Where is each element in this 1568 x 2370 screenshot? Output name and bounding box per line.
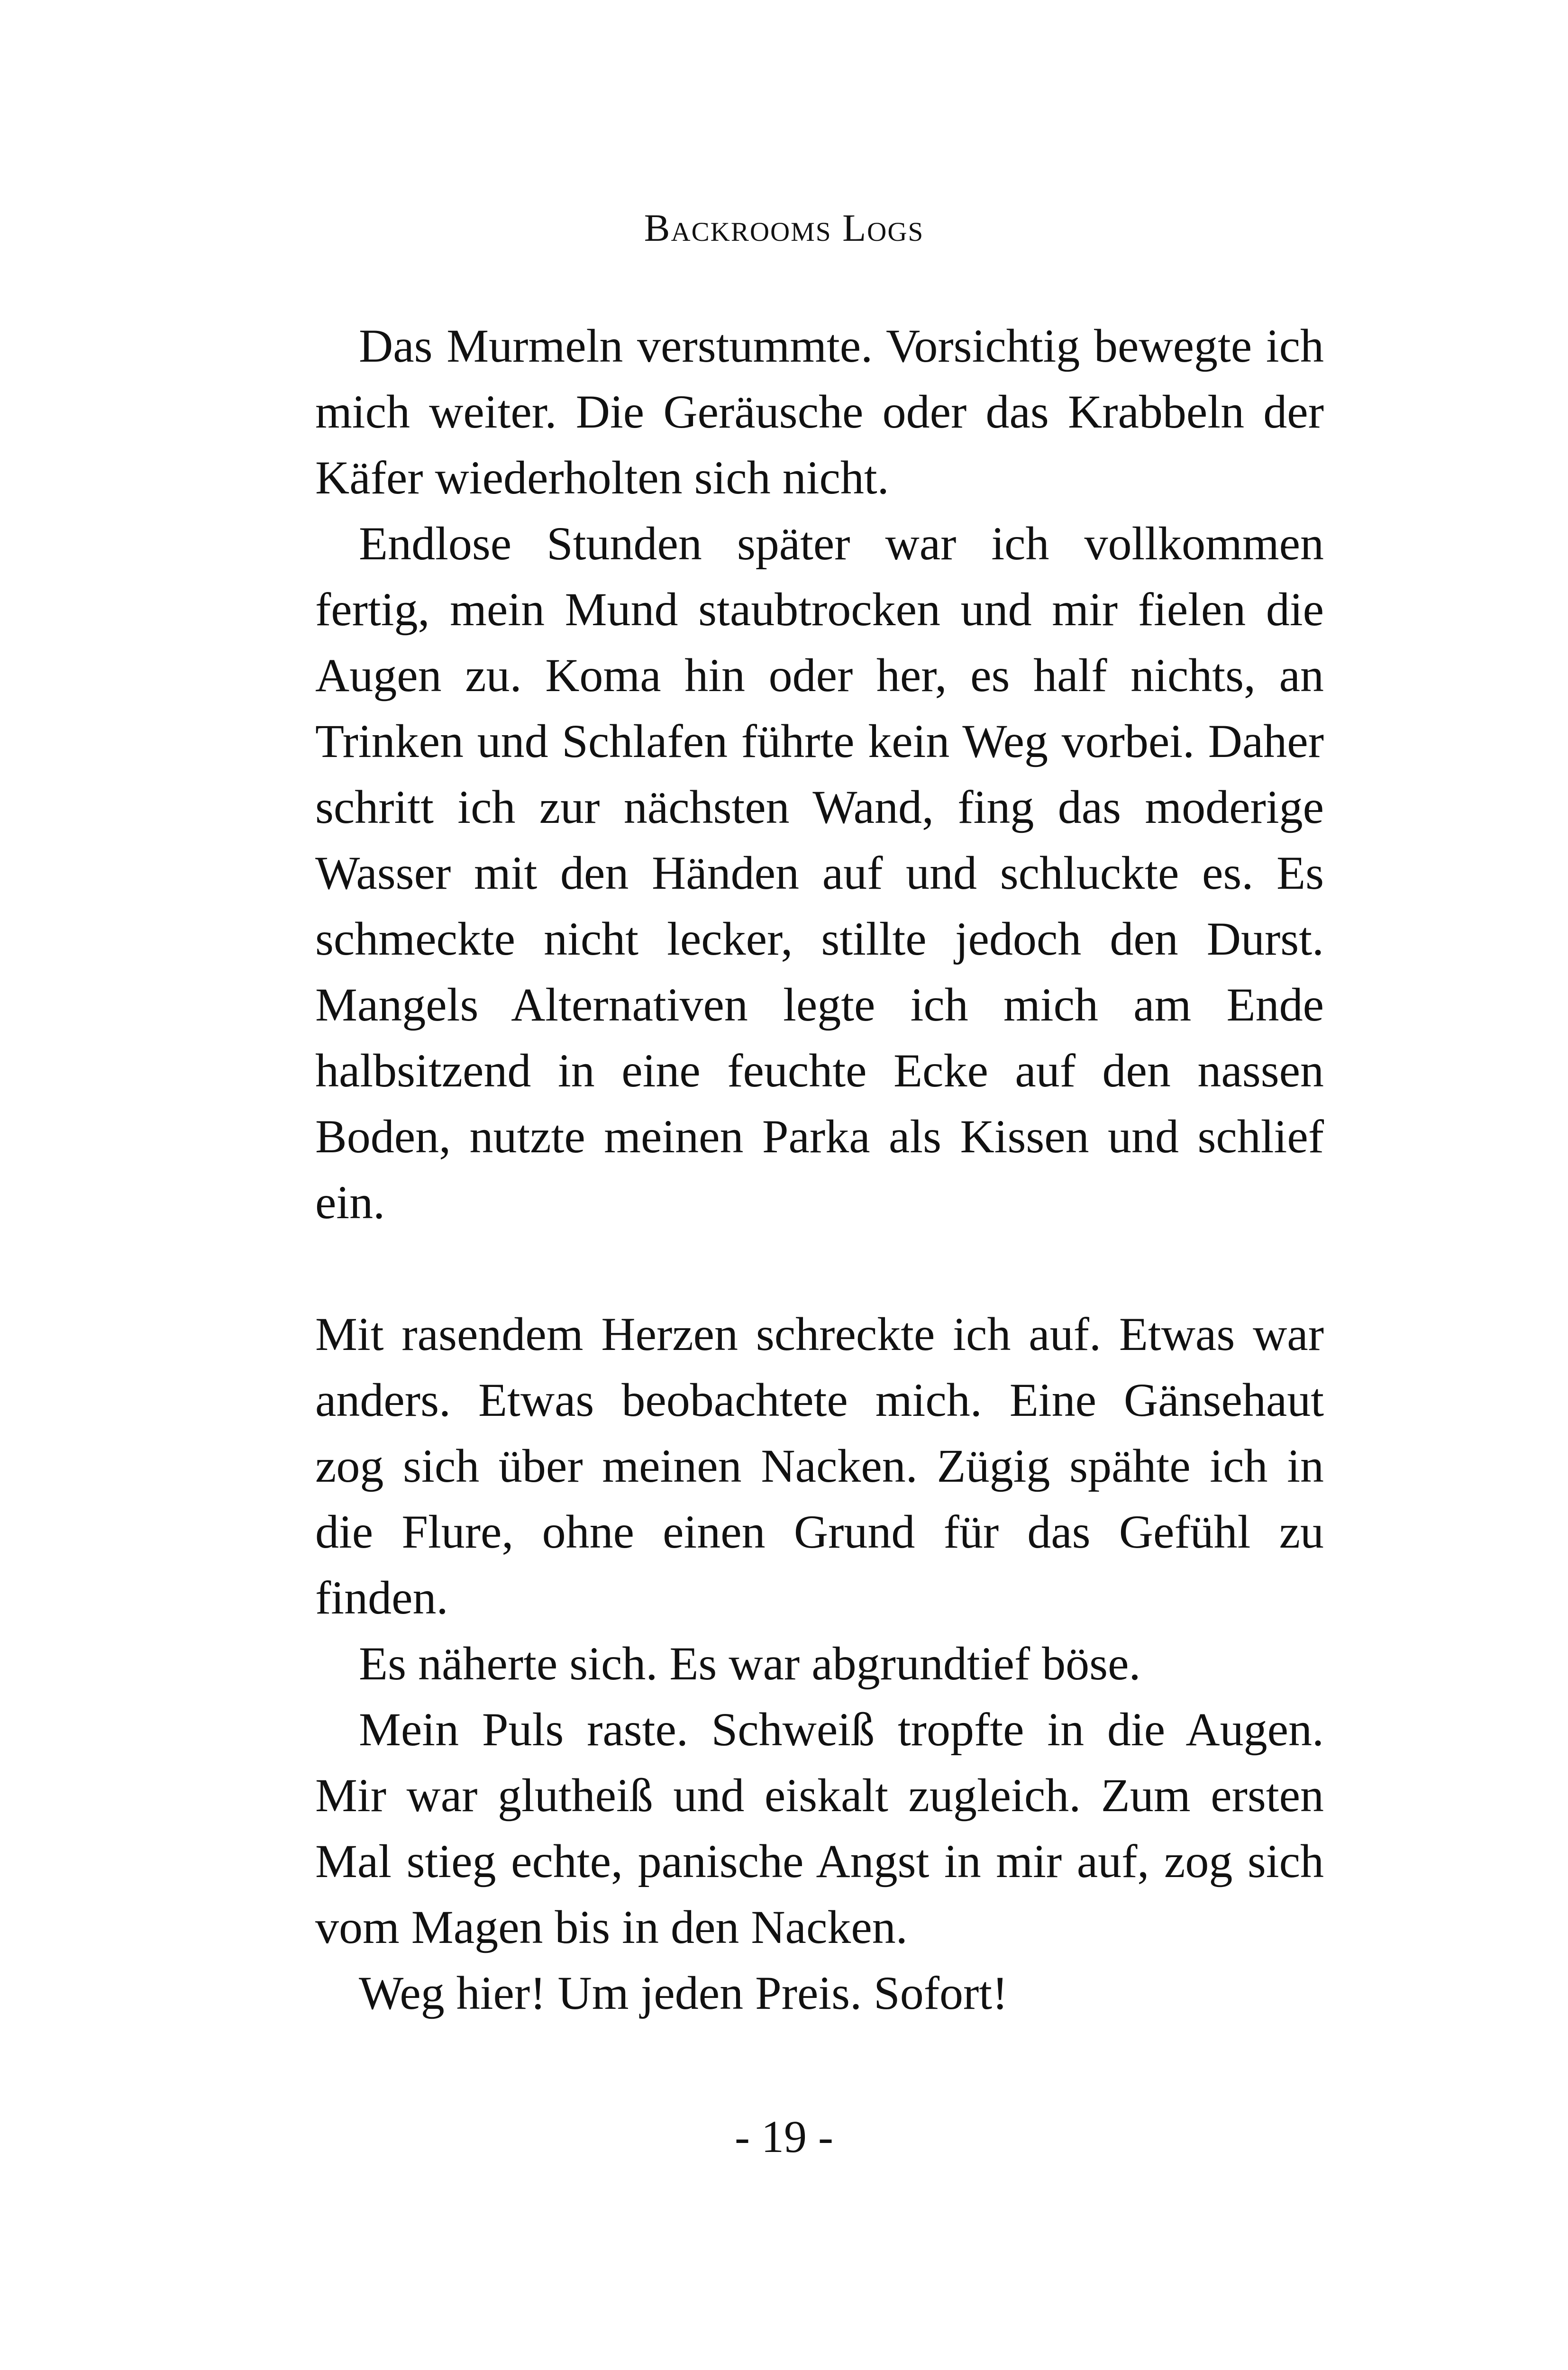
section-break xyxy=(315,1235,1324,1301)
page-number: - 19 - xyxy=(735,2111,833,2162)
paragraph: Weg hier! Um jeden Preis. Sofort! xyxy=(359,1967,1008,2019)
body-text xyxy=(315,313,1324,2026)
running-head: Backrooms Logs xyxy=(644,206,924,249)
paragraph: Das Murmeln verstummte. Vorsichtig bewegte ich mich weiter. Die Geräusche oder das Krabbeln der Käfer wiederholten sich nicht. xyxy=(315,319,1324,504)
paragraph: Endlose Stunden später war ich vollkommen fertig, mein Mund staubtrocken und mir fielen die Augen zu. Koma hin oder her, es half nichts, an Trinken und Schlafen führte kein Weg vorbei. Daher schritt ich zur nächsten Wand, fing das moderige Wasser mit den Händen auf und schluckte es. Es schmeckte nicht lecker, stillte jedoch den Durst. Mangels Alternativen legte ich mich am Ende halbsitzend in eine feuchte Ecke auf den nassen Boden, nutzte meinen Parka als Kissen und schlief ein. xyxy=(315,517,1324,1229)
paragraph: Es näherte sich. Es war abgrundtief böse. xyxy=(359,1637,1141,1690)
paragraph: Mit rasendem Herzen schreckte ich auf. Etwas war anders. Etwas beobachtete mich. Eine Gänsehaut zog sich über meinen Nacken. Zügig spähte ich in die Flure, ohne einen Grund für das Gefühl zu finden. xyxy=(315,1308,1324,1624)
paragraph: Mein Puls raste. Schweiß tropfte in die Augen. Mir war glutheiß und eiskalt zugleich. Zum ersten Mal stieg echte, panische Angst in mir auf, zog sich vom Magen bis in den Nacken. xyxy=(315,1703,1324,1953)
